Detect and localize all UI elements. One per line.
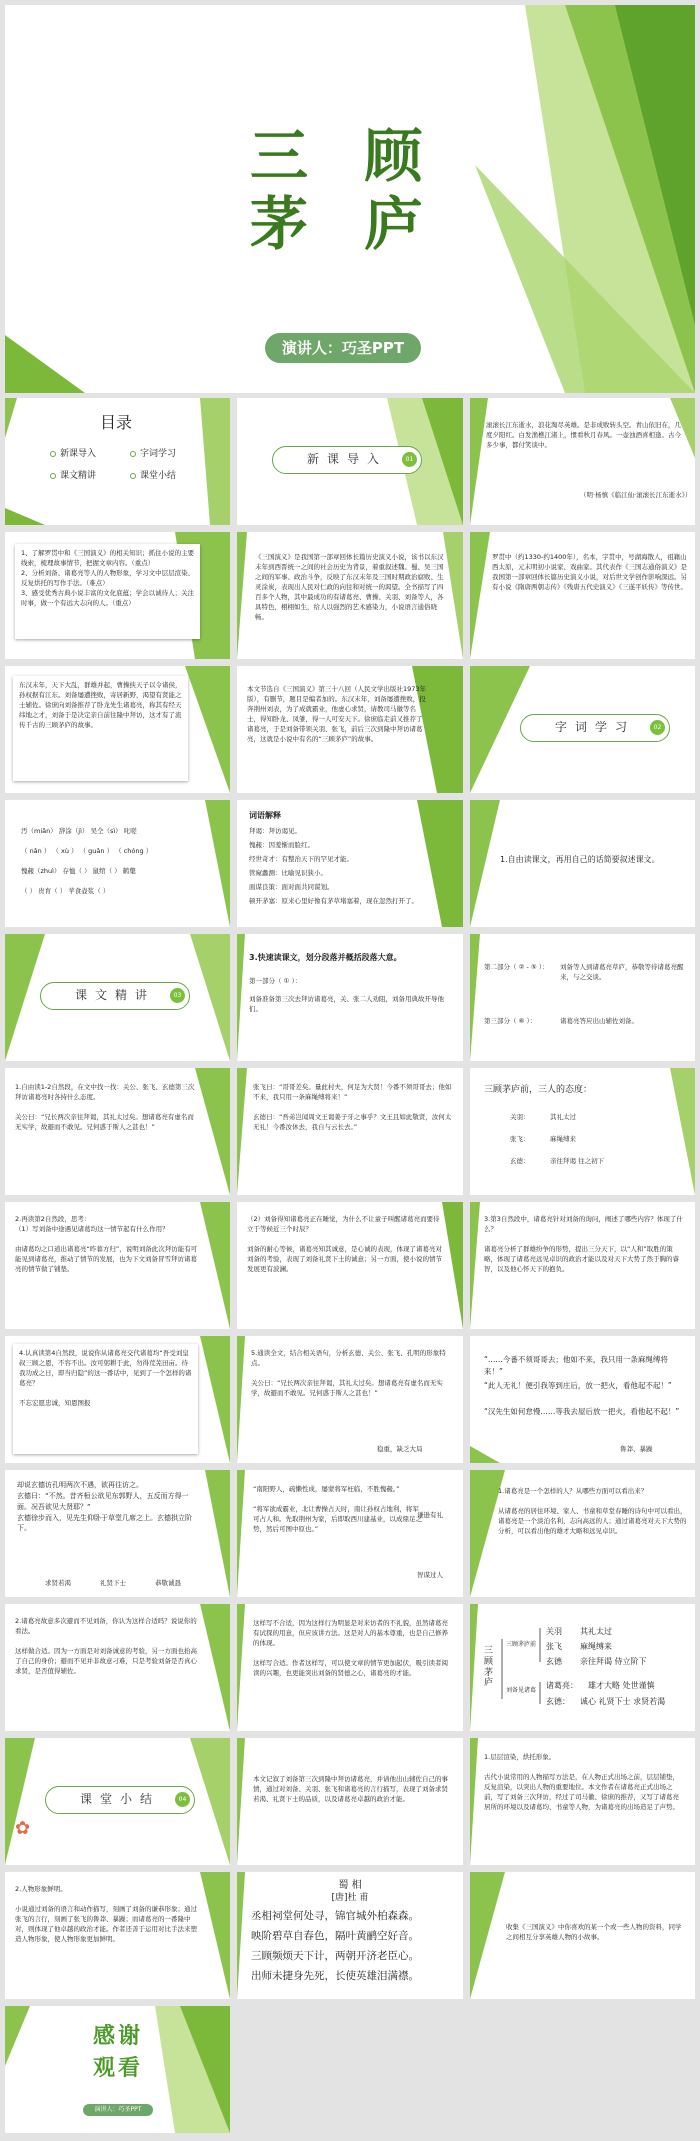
diagram-slide <box>470 1604 695 1731</box>
excerpt-text: 本文节选自《三国演义》第三十八回（人民文学出版社1973年版），有删节，题目是编者加的。东汉末年，刘备屡遭挫败，投奔荆州刘表，为了成就霸业，他虚心求贤，请教司马徽等名士，得知卧龙、凤雏，得一人可安天下。徐庶临走前又推荐了诸葛亮，于是刘备带领关羽、张飞，前后三次到隆中拜访诸葛亮，这就是小说中有名的“三顾茅庐”的故事。 <box>247 685 427 744</box>
q4-text: 4.认真读第4自然段，说说你从诸葛亮交代诸葛均“吾受刘皇叔三顾之恩，不容不出。汝可躬耕于此，勿得荒芜田亩。待我功成之日，即当归隐”的这一番话中，见到了一个怎样的诸葛亮？ 不忘宏愿忠诚，知恩图报 <box>19 1349 192 1408</box>
poem2-title: 蜀 相 <box>338 1880 362 1891</box>
bullet-icon <box>50 451 56 457</box>
summary-text-slide <box>237 1738 463 1865</box>
writing-slide <box>237 1604 463 1731</box>
toc-heading: 目录 <box>100 413 133 432</box>
toc-item[interactable]: 字词学习 <box>130 448 176 462</box>
section-words-slide <box>470 666 695 793</box>
kongming-label: 谦逊有礼 <box>417 1511 443 1519</box>
pinyin-row: （ ） 贵育（ ） 苹食壶浆（ ） <box>21 887 110 895</box>
section-number: 04 <box>175 1792 190 1807</box>
title-line-1: 三 顾 <box>250 122 441 190</box>
q5-text: 5.通读全文，结合相关语句，分析玄德、关公、张飞、孔明的形象特点。 关公曰：“兄长两次亲往拜谒，其礼太过矣。想诸葛亮有虚名而无实学，故避而不敢见。兄何惑于斯人之甚也！” <box>251 1349 446 1398</box>
character-slide <box>5 1872 230 1999</box>
vocab-line: 顿开茅塞：原来心里好像有茅草堵塞着，现在忽然打开了。 <box>249 897 418 905</box>
q3-slide <box>470 1202 695 1329</box>
task1-text: 1.自由读课文，再用自己的话简要叙述课文。 <box>500 855 660 864</box>
diagram-item: 玄德 <box>546 1657 562 1666</box>
xuande-label: 求贤若渴 <box>45 1579 71 1587</box>
poem2-line: 出师未捷身先死，长使英雄泪满襟。 <box>251 1970 419 1982</box>
diagram-group-label: 刘备见诸葛 <box>506 1687 537 1694</box>
background-text: 东汉末年，天下大乱，群雄并起，曹操挟天子以令诸侯，孙权据有江东。刘备屡遭挫败，寄居新野，渴望有贤能之士辅佐。徐庶向刘备推荐了卧龙先生诸葛亮，称其有经天纬地之才，刘备于是决定亲自前往隆中拜访，这才有了流传千古的三顾茅庐的故事。 <box>19 681 182 730</box>
attitude-value: 亲往拜谒 往之初下 <box>550 1157 605 1165</box>
writing-text: 这样写不合适，因为这样行为明显是对来访者的不礼貌，虽然诸葛亮有试探的用意，但应该讲方法。这是对人的基本尊重，也是自己修养的体现。 这样写合适。作者这样写，可以使文章的情节更加起伏，吸引读者阅读的兴趣，也更能突出刘备的贤德之心，诸葛亮的才能。 <box>253 1619 448 1678</box>
section-summary-slide <box>5 1738 230 1865</box>
attitude-slide <box>470 1068 695 1195</box>
vocab-line: 管窥蠡测：比喻见识狭小。 <box>249 869 327 877</box>
section-intro-slide <box>237 398 463 525</box>
quote-line: “……今番不须哥哥去；他如不来，我只用一条麻绳缚将来！” <box>484 1355 668 1376</box>
layered-slide <box>470 1738 695 1865</box>
poem2-line: 映阶碧草自春色，隔叶黄鹂空好音。 <box>251 1930 419 1942</box>
pinyin-row: 汚（miǎn） 辞涂（jì） 吴仝（sì） 叱嗟 <box>21 827 137 835</box>
diagram-value: 麻绳缚来 <box>580 1642 612 1651</box>
homework-slide <box>470 1872 695 1999</box>
quotes-slide <box>470 1336 695 1463</box>
attitude-value: 麻绳缚来 <box>550 1135 576 1143</box>
task3-part1: 第一部分（ ① ）： <box>249 977 302 985</box>
xuande-slide <box>5 1470 230 1597</box>
diagram-side-label: 三顾茅庐 <box>484 1646 494 1689</box>
diagram-value: 其礼太过 <box>580 1627 612 1636</box>
task3-heading: 3.快速读课文，划分段落并概括段落大意。 <box>249 953 402 962</box>
diagram-item: 诸葛亮： <box>546 1681 578 1690</box>
vocab-line: 拜谒：拜访谒见。 <box>249 827 301 835</box>
bullet-icon <box>130 451 136 457</box>
green-decoration <box>470 934 695 1061</box>
diagram-item: 关羽 <box>546 1627 562 1636</box>
q2-text: 2.再读第2自然段，思考： （1）写刘备中途遇见诸葛均这一情节起有什么作用？ 由诸葛均之口道出诸葛亮“昨暮方归”，说明刘备此次拜访能有可能见到诸葛亮，推动了情节的发展，也为下文刘备冒雪拜访诸葛亮的情节做了铺垫。 <box>15 1215 198 1274</box>
character-text: 2.人物形象鲜明。 小说通过刘备的语言和动作描写，刻画了刘备的谦恭形象；通过张飞的言行，刻画了张飞的鲁莽、暴躁；而诸葛亮的一番隆中对，则体现了他卓越的政治才能。作者还善于运用对比手法来塑造人物形象，使人物形象更加鲜明。 <box>15 1885 197 1944</box>
q2-slide <box>5 1202 230 1329</box>
image-text: 1.诸葛亮是一个怎样的人？从哪些方面可以看出来？ 从诸葛亮的居住环境、家人、书童和草堂春睡的诗句中可以看出，诸葛亮是一个淡泊名利、志向高远的人；通过诸葛亮对天下大势的分析，可以看出他的雄才大略和远见卓识。 <box>498 1487 687 1536</box>
thanks-line-1: 感谢 <box>93 2024 144 2049</box>
zhangfei-slide <box>237 1068 463 1195</box>
q4-slide <box>5 1336 230 1463</box>
q2b-text: （2）刘备得知诸葛亮正在睡觉，为什么不让童子叫醒诸葛亮而要侍立于等候近三个时辰？ 刘备的耐心等候，诸葛亮知其诚意，是心诚的表现，体现了诸葛亮对刘备的考验，表现了刘备礼贤下士的诚意；另一方面，使小说的情节发展更有波澜。 <box>247 1215 442 1274</box>
kongming-slide <box>237 1470 463 1597</box>
xuande-label: 恭敬诚恳 <box>155 1579 181 1587</box>
diagram-group-label: 三顾茅庐前 <box>506 1641 537 1648</box>
section-title: 课文精讲 03 <box>40 982 190 1010</box>
speaker-label: 演讲人：巧圣PPT <box>265 333 421 363</box>
goals-text: 1、了解罗贯中和《三国演义》的相关知识；抓住小说的主要线索，梳理故事情节，把握文章内容。（重点） 2、分析刘备、诸葛亮等人的人物形象，学习文中层层渲染、反复烘托的写作手法。（难点） 3、感受优秀古典小说丰富的文化底蕴；学会以诚待人；关注时事，做一个有远大志向的人。（重点） <box>21 549 195 608</box>
background-slide <box>5 666 230 793</box>
poem2-line: 丞相祠堂何处寻，锦官城外柏森森。 <box>251 1910 419 1922</box>
read-text: 1.自由读1-2自然段，在文中找一找：关公、张飞、玄德第三次拜访诸葛亮时各持什么态度。 关公曰：“兄长两次亲往拜谒，其礼太过矣。想诸葛亮有虚名而无实学，故避而不敢见。兄何惑于斯人之甚也！” <box>15 1083 195 1132</box>
section-number: 03 <box>170 988 185 1003</box>
vocab-heading: 词语解释 <box>249 811 281 820</box>
kongming-text: “南阳野人，疏懒性成，屡蒙将军枉临，不胜愧赧。” “将军欲成霸业，北让曹操占天时，南让孙权占地利，将军可占人和。先取荆州为家，后即取西川建基业，以成鼎足之势，然后可图中原也。” <box>253 1485 422 1534</box>
q-moved-slide <box>5 1604 230 1731</box>
q2b-slide <box>237 1202 463 1329</box>
poem2-slide <box>237 1872 463 1999</box>
section-number: 01 <box>402 452 417 467</box>
poem-source: （明·杨慎《临江仙·滚滚长江东逝水》） <box>580 491 692 499</box>
vocab-slide <box>237 800 463 927</box>
end-speaker-label: 演讲人：巧圣PPT <box>83 2104 153 2116</box>
q-moved-text: 2.诸葛亮故意多次避而不见刘备，你认为这样合适吗？说说你的看法。 这样做合适。因为一方面是对刘备诚意的考验，另一方面也抬高了自己的身价；避而不见并非故意刁难，只是考验刘备是否真心求贤，是否值得辅佐。 <box>15 1617 197 1676</box>
section-number: 02 <box>650 720 665 735</box>
image-slide <box>470 1470 695 1597</box>
attitude-heading: 三顾茅庐前，三人的态度： <box>484 1085 593 1095</box>
section-lecture-slide <box>5 934 230 1061</box>
goals-slide <box>5 532 230 659</box>
pinyin-row: （ nǎn ） （ xù ） （ guān ） （ chóng ） <box>21 847 153 855</box>
bullet-icon <box>130 473 136 479</box>
vocab-line: 经世奇才：有整治天下的罕见才能。 <box>249 855 353 863</box>
read-slide <box>5 1068 230 1195</box>
kongming-label: 智谋过人 <box>417 1571 443 1579</box>
quote-line: “此人无礼！便引我等到庄后，放一把火，看他起不起！” <box>484 1381 672 1390</box>
quotes-footer: 鲁莽、暴躁 <box>620 1445 653 1453</box>
book-text: 《三国演义》是我国第一部章回体长篇历史演义小说，该书以东汉末年到西晋统一之间的社会历史为背景，着重叙述魏、蜀、吴三国之间的军事、政治斗争，反映了东汉末年及三国时期政治腐败、生灵涂炭，表现出人民对仁政的向往和对统一的渴望。全书描写了四百多个人物，其中最成功的有诸葛亮、曹操、关羽、刘备等人，各具特色，栩栩如生，给人以强烈的艺术感染力，小说语言通俗晓畅。 <box>255 553 444 622</box>
vocab-line: 面谋良策：面对面共同谋划。 <box>249 883 334 891</box>
green-decoration <box>470 398 695 525</box>
thanks-line-2: 观看 <box>93 2056 144 2081</box>
author-text: 罗贯中（约1330-约1400年），名本，字贯中，号湖海散人，祖籍山西太原，元末明初小说家、戏曲家。其代表作《三国志通俗演义》是我国第一部章回体长篇历史演义小说，对后世文学创作影响深远。另有小说《隋唐两朝志传》《残唐五代史演义》《三遂平妖传》等传世。 <box>492 553 687 592</box>
end-slide <box>5 2006 230 2133</box>
part2-label: 第二部分（ ② - ⑤ ）： <box>484 963 549 971</box>
green-decoration <box>5 800 230 927</box>
part3-text: 诸葛亮答应出山辅佐刘备。 <box>560 1017 638 1025</box>
poem2-author: [唐]杜 甫 <box>331 1893 369 1903</box>
attitude-name: 玄德： <box>510 1157 530 1165</box>
part2-text: 刘备等人到诸葛亮草庐，恭敬等待诸葛亮醒来，与之交谈。 <box>560 963 684 982</box>
toc-item[interactable]: 课文精讲 <box>50 470 96 484</box>
attitude-name: 张飞： <box>510 1135 530 1143</box>
bullet-icon <box>50 473 56 479</box>
task3-part1-text: 刘备准备第三次去拜访诸葛亮，关、张二人劝阻，刘备用典故开导他们。 <box>249 995 444 1014</box>
xuande-text: 却说玄德访孔明两次不遇，欲再往访之。 玄德曰：“不然。昔齐桓公欲见东郭野人，五反而方得一面。况吾欲见大贤耶？” 玄德徐步而入，见先生仰卧于草堂几席之上。玄德拱立阶下。 <box>17 1481 192 1533</box>
vocab-line: 愧赧：因羞惭而脸红。 <box>249 841 314 849</box>
cover-slide <box>5 5 695 393</box>
excerpt-slide <box>237 666 463 793</box>
homework-text: 收集《三国演义》中你喜欢的某一个或一些人物的资料，同学之间相互分享英雄人物的小故事。 <box>506 1923 682 1942</box>
diagram-value: 诚心 礼贤下士 求贤若渴 <box>580 1697 666 1706</box>
section-title: 课堂小结 04 <box>45 1786 195 1814</box>
q5-slide <box>237 1336 463 1463</box>
quote-line: “汉先生如何怠慢……等我去屋后放一把火，看他起不起！” <box>484 1407 680 1416</box>
diagram-item: 张飞 <box>546 1642 562 1651</box>
diagram-value: 雄才大略 处世谨慎 <box>588 1681 655 1690</box>
title-line-2: 茅 庐 <box>250 190 441 258</box>
layered-text: 1.层层渲染，烘托形象。 古代小说常用的人物描写方法是，在人物正式出场之前，层层铺垫，反复渲染，以突出人物的重要地位。本文作者在诸葛亮正式出场之前，写了刘备三次拜访，经过了司马徽、徐庶的推荐，又写了诸葛亮居所的环境以及诸葛均、书童等人物，为诸葛亮的出场造足了声势。 <box>484 1753 679 1812</box>
toc-slide <box>5 398 230 525</box>
zhangfei-text: 张飞曰：“哥哥差矣。量此村夫，何足为大贤！今番不须哥哥去；他如不来，我只用一条麻绳缚将来！” 玄德曰：“吾弟岂闻周文王谒姜子牙之事乎？文王且如此敬贤，汝何太无礼！今番汝休去，我自与云长去。” <box>253 1083 452 1132</box>
book-slide <box>237 532 463 659</box>
poem2-line: 三顾频烦天下计，两朝开济老臣心。 <box>251 1950 419 1962</box>
attitude-value: 其礼太过 <box>550 1113 576 1121</box>
toc-item[interactable]: 课堂小结 <box>130 470 176 484</box>
diagram-item: 玄德： <box>546 1697 570 1706</box>
section-title: 新课导入 01 <box>272 446 422 474</box>
poem-text: 滚滚长江东逝水，浪花淘尽英雄。是非成败转头空。青山依旧在，几度夕阳红。白发渔樵江渚上，惯看秋月春风。一壶浊酒喜相逢。古今多少事，都付笑谈中。 <box>486 421 681 450</box>
author-slide <box>470 532 695 659</box>
task1-slide <box>470 800 695 927</box>
section-title: 字词学习 02 <box>520 714 670 742</box>
parts-slide <box>470 934 695 1061</box>
poem-slide <box>470 398 695 525</box>
pinyin-slide <box>5 800 230 927</box>
xuande-label: 礼贤下士 <box>100 1579 126 1587</box>
toc-item[interactable]: 新课导入 <box>50 448 96 462</box>
pinyin-row: 愧赧（zhuì） 存恤（ ） 鼠绾（ ） 鹤氅 <box>21 867 136 875</box>
q3-text: 3.第3自然段中，诸葛亮针对刘备的询问，阐述了哪些内容？体现了什么？ 诸葛亮分析了群雄纷争的形势，提出三分天下，以“人和”取胜的策略，体现了诸葛亮远见卓识的政治才能以及对天下大势了然于胸的睿智，以及他心怀天下的抱负。 <box>484 1215 683 1274</box>
task3-slide <box>237 934 463 1061</box>
q5-footer: 稳重，缺乏大局 <box>377 1445 423 1453</box>
summary-text: 本文记叙了刘备第三次到隆中拜访诸葛亮，并请他出山辅佐自己的事情，通过对刘备、关羽、张飞和诸葛亮的言行描写，表现了刘备求贤若渴、礼贤下士的品质，以及诸葛亮卓越的政治才能。 <box>253 1775 448 1804</box>
flower-icon: ✿ <box>15 1818 31 1839</box>
attitude-name: 关羽： <box>510 1113 530 1121</box>
diagram-value: 亲往拜谒 侍立阶下 <box>580 1657 647 1666</box>
part3-label: 第三部分（ ⑥ ）： <box>484 1017 537 1025</box>
